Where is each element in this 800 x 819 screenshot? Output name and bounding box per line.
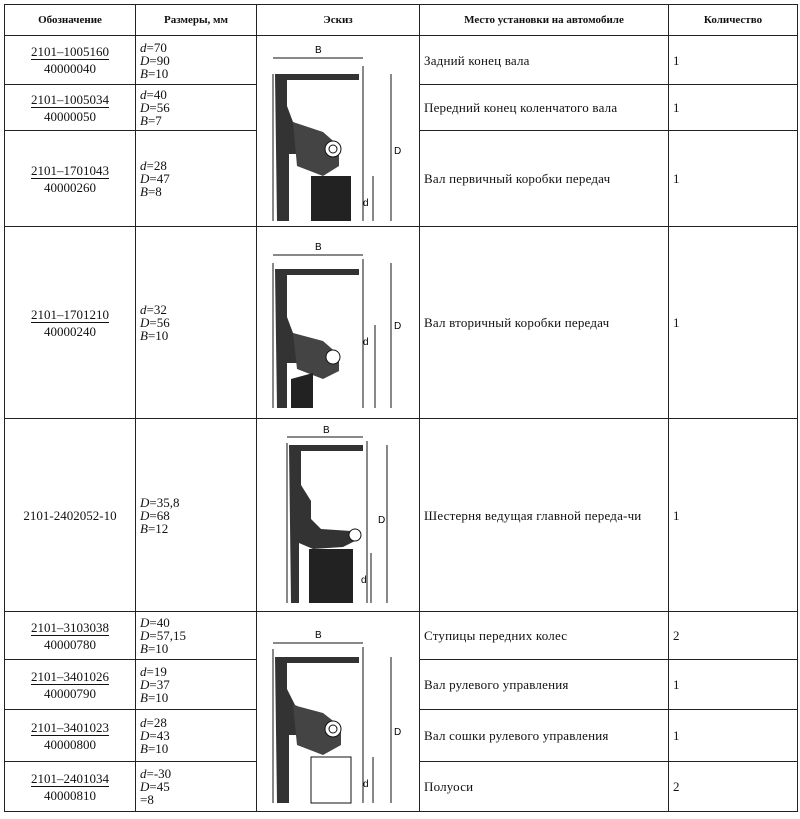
dim-D: =56 xyxy=(149,315,170,330)
header-designation: Обозначение xyxy=(5,5,136,36)
quantity-cell: 1 xyxy=(669,36,798,85)
dimensions-cell: d=19 D=37 B=10 xyxy=(136,660,257,710)
sketch-label-d: d xyxy=(363,336,369,348)
dim-D: =47 xyxy=(149,171,170,186)
dim-d: =70 xyxy=(146,39,167,55)
location-cell: Ступицы передних колес xyxy=(420,612,669,660)
seal-sketch-1 xyxy=(263,36,413,226)
table-row xyxy=(5,419,798,612)
sketch-cell xyxy=(257,419,420,612)
sketch-label-b: B xyxy=(315,241,322,253)
seal-sketch-2 xyxy=(263,233,413,413)
code-top: 2101–1701210 xyxy=(31,306,109,322)
dimensions-cell: d=70 D=90 B=10 xyxy=(136,36,257,85)
dimensions-cell: D=40 D=57,15 B=10 xyxy=(136,612,257,660)
dim-D2: =68 xyxy=(149,507,170,523)
designation-cell xyxy=(5,131,136,227)
sketch-label-d: d xyxy=(363,778,369,790)
table-row xyxy=(5,612,798,660)
location-cell: Вал первичный коробки передач xyxy=(420,131,669,227)
seal-sketch-3 xyxy=(263,423,413,608)
code-top: 2101–3103038 xyxy=(31,619,109,635)
sketch-label-D: D xyxy=(378,514,386,526)
sketch-label-D: D xyxy=(394,726,402,738)
dim-B: =10 xyxy=(147,741,169,756)
quantity-cell: 1 xyxy=(669,227,798,419)
designation-cell: 2101-2402052-10 xyxy=(5,419,136,612)
dim-B: =10 xyxy=(147,690,169,705)
location-cell: Передний конец коленчатого вала xyxy=(420,85,669,131)
dim-d: =32 xyxy=(146,302,167,317)
dimensions-cell: d=28 D=43 B=10 xyxy=(136,710,257,762)
sketch-label-b: B xyxy=(315,45,322,56)
code-bottom: 40000780 xyxy=(44,636,96,652)
code-top: 2101–1701043 xyxy=(31,162,109,178)
dim-B: =8 xyxy=(147,184,162,199)
dim-D: =37 xyxy=(149,677,170,692)
header-dimensions: Размеры, мм xyxy=(136,5,257,36)
header-location: Место установки на автомобиле xyxy=(420,5,669,36)
dim-B: =10 xyxy=(147,641,169,656)
designation-cell xyxy=(5,710,136,762)
dim-D: =56 xyxy=(149,100,170,115)
sketch-cell xyxy=(257,36,420,227)
code-bottom: 40000240 xyxy=(44,323,96,339)
sketch-label-b: B xyxy=(315,629,322,641)
sketch-label-D: D xyxy=(394,320,402,332)
dim-D: =40 xyxy=(149,615,170,630)
quantity-cell: 2 xyxy=(669,762,798,812)
header-sketch: Эскиз xyxy=(257,5,420,36)
designation-cell xyxy=(5,85,136,131)
code-bottom: 40000260 xyxy=(44,179,96,195)
table-row xyxy=(5,36,798,85)
dim-D: =45 xyxy=(149,779,170,794)
dim-d: =40 xyxy=(146,87,167,102)
quantity-cell: 1 xyxy=(669,710,798,762)
sketch-label-b: B xyxy=(323,424,330,436)
location-cell: Вал вторичный коробки передач xyxy=(420,227,669,419)
dim-D2: =57,15 xyxy=(149,628,186,643)
code-top: 2101–2401034 xyxy=(31,770,109,786)
sketch-label-D: D xyxy=(394,146,402,157)
dim-B: =10 xyxy=(147,328,169,343)
seal-sketch-4 xyxy=(263,617,413,807)
code-top: 2101–1005160 xyxy=(31,44,109,59)
dim-B: =8 xyxy=(140,792,154,807)
code-top: 2101–3401023 xyxy=(31,719,109,735)
quantity-cell: 2 xyxy=(669,612,798,660)
dimensions-cell: d=28 D=47 B=8 xyxy=(136,131,257,227)
location-cell: Задний конец вала xyxy=(420,36,669,85)
code-bottom: 40000050 xyxy=(44,108,96,124)
code-bottom: 40000810 xyxy=(44,787,96,803)
dim-d: =-30 xyxy=(146,766,172,781)
sketch-label-d: d xyxy=(361,574,367,586)
sketch-cell xyxy=(257,612,420,812)
dim-B: =7 xyxy=(147,113,162,128)
location-cell: Вал сошки рулевого управления xyxy=(420,710,669,762)
dim-d: =19 xyxy=(146,664,167,679)
dim-B: =10 xyxy=(147,65,169,81)
designation-cell xyxy=(5,36,136,85)
dimensions-cell: D=35,8 D=68 B=12 xyxy=(136,419,257,612)
designation-cell xyxy=(5,227,136,419)
dimensions-cell: d=-30 D=45 =8 xyxy=(136,762,257,812)
header-row xyxy=(5,5,798,36)
location-cell: Шестерня ведущая главной переда-чи xyxy=(420,419,669,612)
code-bottom: 40000790 xyxy=(44,685,96,701)
oil-seals-table xyxy=(4,4,798,812)
code-top: 2101–1005034 xyxy=(31,91,109,107)
header-quantity: Количество xyxy=(669,5,798,36)
quantity-cell: 1 xyxy=(669,419,798,612)
sketch-cell xyxy=(257,227,420,419)
dim-D: =43 xyxy=(149,728,170,743)
dim-D: =90 xyxy=(149,52,170,68)
quantity-cell: 1 xyxy=(669,131,798,227)
table-row xyxy=(5,227,798,419)
dim-B: =12 xyxy=(147,520,169,536)
location-cell: Полуоси xyxy=(420,762,669,812)
designation-cell xyxy=(5,660,136,710)
quantity-cell: 1 xyxy=(669,660,798,710)
location-cell: Вал рулевого управления xyxy=(420,660,669,710)
dim-d: =28 xyxy=(146,158,167,173)
designation-cell xyxy=(5,762,136,812)
dim-d: =28 xyxy=(146,715,167,730)
dim-D: =35,8 xyxy=(149,494,180,510)
code-top: 2101–3401026 xyxy=(31,668,109,684)
designation-cell xyxy=(5,612,136,660)
quantity-cell: 1 xyxy=(669,85,798,131)
sketch-label-d: d xyxy=(363,198,369,209)
code-bottom: 40000040 xyxy=(44,61,96,76)
code-bottom: 40000800 xyxy=(44,736,96,752)
dimensions-cell: d=40 D=56 B=7 xyxy=(136,85,257,131)
dimensions-cell: d=32 D=56 B=10 xyxy=(136,227,257,419)
